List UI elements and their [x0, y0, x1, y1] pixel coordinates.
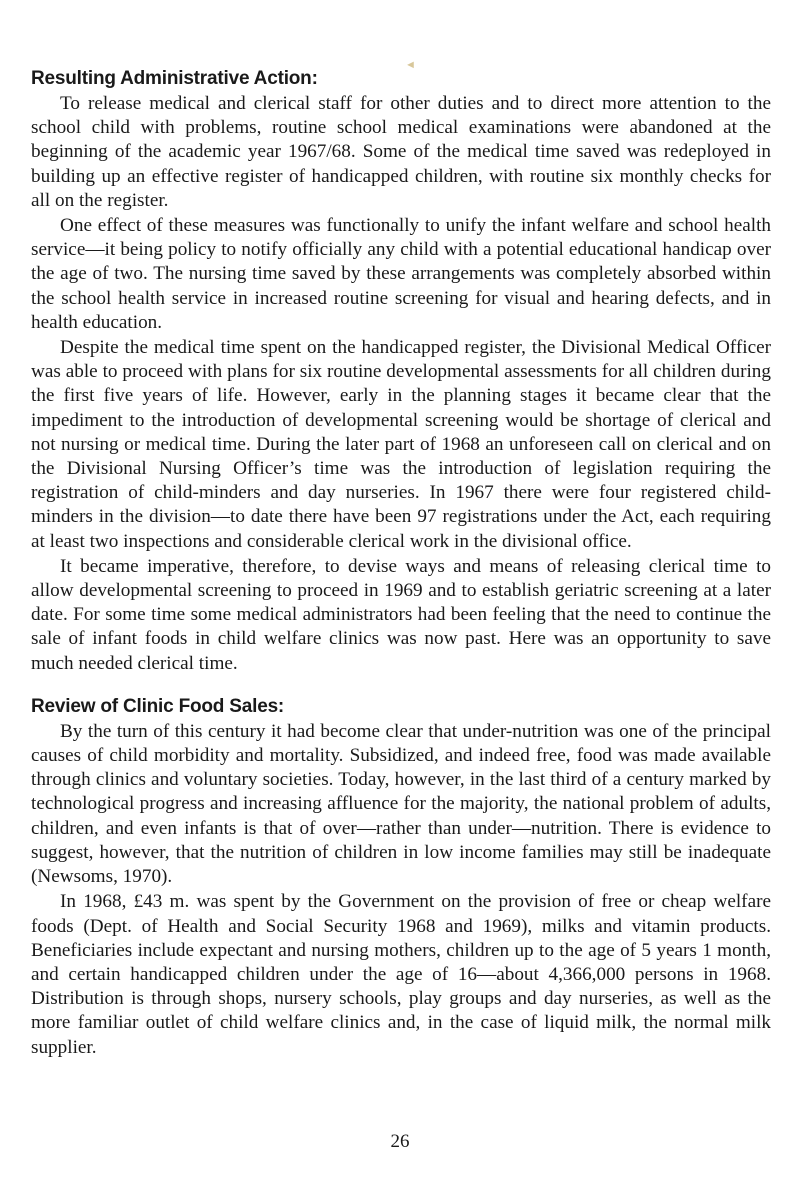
section-heading-clinic-food-sales: Review of Clinic Food Sales: [31, 695, 285, 717]
document-page [31, 66, 771, 1061]
page-number: 26 [390, 1131, 410, 1152]
paragraph: In 1968, £43 m. was spent by the Government on the provision of free or cheap welfare foods (Dept. of Health and Social Security 1968 and 1969), milks and vitamin products. Beneficiaries include expectant and nursing mothers, children up to the age of 5 years 1 month, and certain handicapped children under the age of 16—about 4,366,000 persons in 1968. Distribution is through shops, nursery schools, play groups and day nurseries, as well as the more familiar outlet of child welfare clinics and, in the case of liquid milk, the normal milk supplier. [31, 891, 771, 1058]
printing-mark: ◄ [405, 59, 416, 71]
paragraph: Despite the medical time spent on the handicapped register, the Divisional Medical Officer was able to proceed with plans for six routine developmental assessments for all children during the first five years of life. However, early in the planning stages it became clear that the impediment to the introduction of developmental screening would be shortage of clerical and not nursing or medical time. During the later part of 1968 an unforeseen call on clerical and on the Divisional Nursing Officer’s time was the introduction of legislation requiring the registration of child-minders and day nurseries. In 1967 there were four registered child-minders in the division—to date there have been 97 registrations under the Act, each requiring at least two inspections and considerable clerical work in the divisional office. [31, 337, 771, 552]
paragraph: It became imperative, therefore, to devise ways and means of releasing clerical time to allow developmental screening to proceed in 1969 and to establish geriatric screening at a later date. For some time some medical administrators had been feeling that the need to continue the sale of infant foods in child welfare clinics was now past. Here was an opportunity to save much needed clerical time. [31, 555, 771, 674]
paragraph: By the turn of this century it had become clear that under-nutrition was one of the principal causes of child morbidity and mortality. Subsidized, and indeed free, food was made available through clinics and voluntary societies. Today, however, in the last third of a century marked by technological progress and increasing affluence for the majority, the national problem of adults, children, and even infants is that of over—rather than under—nutrition. There is evidence to suggest, however, that the nutrition of children in low income families may still be inadequate (Newsoms, 1970). [31, 720, 771, 888]
paragraph: One effect of these measures was functionally to unify the infant welfare and school health service—it being policy to notify officially any child with a potential educational handicap over the age of two. The nursing time saved by these arrangements was completely absorbed within the school health service in increased routine screening for visual and hearing defects, and in health education. [31, 215, 771, 333]
paragraph: To release medical and clerical staff for other duties and to direct more attention to the school child with problems, routine school medical examinations were abandoned at the beginning of the academic year 1967/68. Some of the medical time saved was redeployed in building up an effective register of handicapped children, with routine six monthly checks for all on the register. [31, 93, 771, 211]
section-heading-administrative-action: Resulting Administrative Action: [31, 68, 318, 89]
